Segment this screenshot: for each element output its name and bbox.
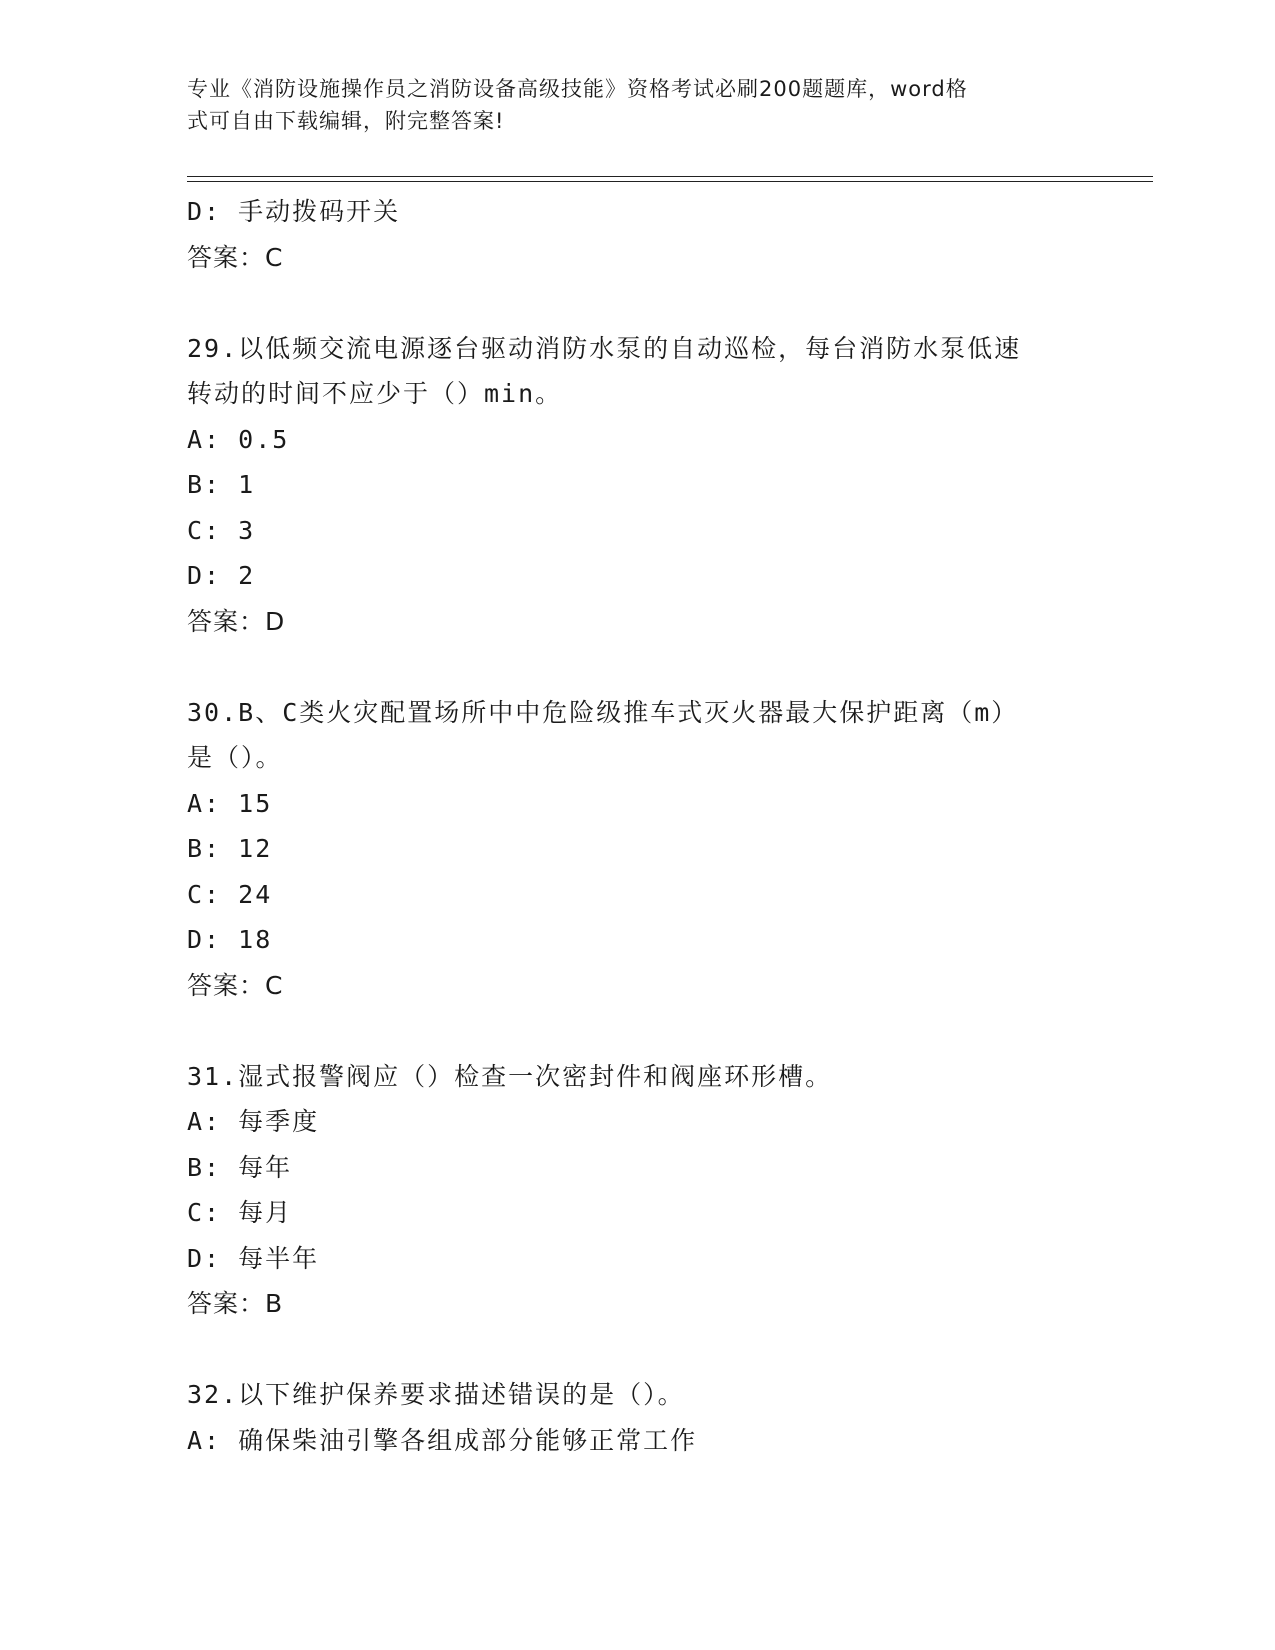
header-divider-bottom	[187, 181, 1153, 182]
question-block-31	[187, 1054, 1137, 1327]
question-text: 31.湿式报警阀应（）检查一次密封件和阀座环形槽。	[187, 1061, 833, 1091]
header-line-1: 专业《消防设施操作员之消防设备高级技能》资格考试必刷200题题库，word格	[187, 77, 968, 101]
question-block-32	[187, 1372, 1137, 1463]
question-list	[187, 189, 1137, 1463]
option-line: A: 每季度	[187, 1107, 320, 1136]
header-divider-top	[187, 176, 1153, 177]
document-header	[187, 73, 1087, 137]
option-line: B: 每年	[187, 1152, 293, 1182]
option-line: D: 18	[187, 925, 273, 954]
answer-line: 答案：D	[187, 606, 286, 636]
question-block-28	[187, 189, 1137, 280]
option-line: A: 确保柴油引擎各组成部分能够正常工作	[187, 1425, 698, 1455]
option-line: D: 2	[187, 561, 256, 590]
answer-line: 答案：C	[187, 242, 284, 272]
option-line: A: 15	[187, 788, 273, 818]
question-block-29	[187, 326, 1137, 645]
question-text: 29.以低频交流电源逐台驱动消防水泵的自动巡检，每台消防水泵低速	[187, 333, 1022, 363]
question-block-30	[187, 690, 1137, 1009]
answer-line: 答案：B	[187, 1289, 284, 1318]
question-text: 是（）。	[187, 743, 283, 772]
option-line: D: 手动拨码开关	[187, 197, 401, 226]
answer-line: 答案：C	[187, 970, 284, 1000]
header-line-2: 式可自由下载编辑，附完整答案!	[187, 109, 505, 133]
option-line: C: 每月	[187, 1198, 293, 1227]
option-line: C: 24	[187, 879, 273, 909]
question-text: 转动的时间不应少于（）min。	[187, 379, 563, 408]
question-text: 30.B、C类火灾配置场所中中危险级推车式灭火器最大保护距离（m）	[187, 697, 1019, 727]
option-line: A: 0.5	[187, 424, 290, 454]
option-line: B: 12	[187, 834, 273, 863]
option-line: B: 1	[187, 470, 256, 499]
option-line: C: 3	[187, 515, 256, 545]
question-text: 32.以下维护保养要求描述错误的是（）。	[187, 1380, 685, 1409]
option-line: D: 每半年	[187, 1243, 320, 1273]
